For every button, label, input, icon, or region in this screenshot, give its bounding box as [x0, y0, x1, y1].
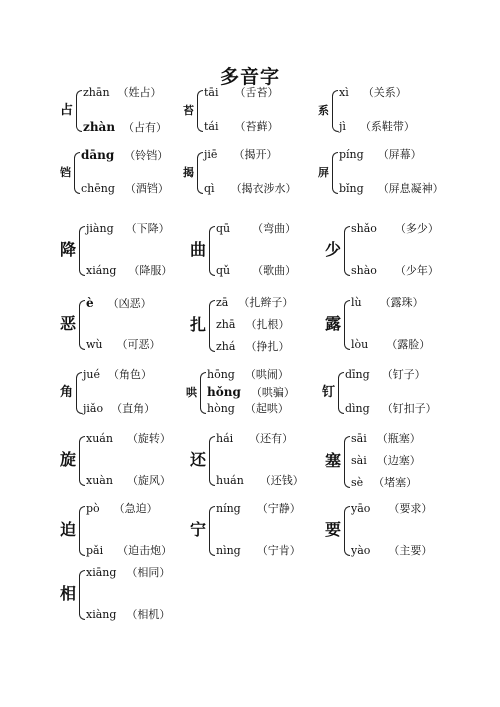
- example-word: （降服）: [128, 264, 173, 277]
- reading-row: [216, 296, 293, 310]
- brace: [344, 300, 350, 350]
- entry-character: 揭: [183, 165, 194, 179]
- reading-row: [83, 368, 152, 382]
- entry-character: 塞: [325, 451, 342, 470]
- example-word: （关系）: [362, 86, 407, 99]
- reading-row: [207, 385, 295, 400]
- pinyin: zhān: [83, 86, 110, 99]
- reading-row: [339, 120, 415, 134]
- pinyin: pǎi: [86, 544, 104, 557]
- example-word: （还有）: [249, 432, 294, 445]
- reading-row: [83, 120, 167, 135]
- example-word: （下降）: [125, 222, 170, 235]
- brace: [332, 90, 338, 132]
- brace: [79, 300, 85, 350]
- example-word: （露脸）: [386, 338, 431, 351]
- pinyin: zhàn: [83, 120, 116, 134]
- entry-character: 屏: [318, 165, 329, 179]
- brace: [200, 372, 206, 414]
- example-word: （要求）: [388, 502, 433, 515]
- brace: [344, 226, 350, 276]
- example-word: （酒铛）: [124, 182, 169, 195]
- brace: [344, 436, 350, 488]
- brace: [338, 372, 344, 414]
- pinyin: hái: [216, 432, 234, 445]
- pinyin: sāi: [351, 432, 367, 445]
- entry-character: 露: [325, 314, 342, 333]
- example-word: （堵塞）: [373, 476, 418, 489]
- pinyin: jiē: [204, 148, 218, 161]
- example-word: （屏息凝神）: [377, 182, 444, 195]
- pinyin: huán: [216, 474, 244, 487]
- reading-row: [81, 148, 168, 163]
- reading-row: [339, 182, 444, 196]
- pinyin: dīng: [345, 368, 370, 381]
- example-word: （弯曲）: [252, 222, 297, 235]
- example-word: （迫击炮）: [117, 544, 173, 557]
- pinyin: wù: [86, 338, 103, 351]
- pinyin: pò: [86, 502, 100, 515]
- example-word: （占有）: [123, 121, 168, 134]
- reading-row: [351, 432, 421, 446]
- example-word: （主要）: [388, 544, 433, 557]
- reading-row: [204, 86, 279, 100]
- pinyin: píng: [339, 148, 364, 161]
- example-word: （歌曲）: [252, 264, 297, 277]
- pinyin: zhá: [216, 340, 236, 353]
- entry-character: 苔: [183, 103, 194, 117]
- reading-row: [86, 502, 158, 516]
- example-word: （直角）: [111, 402, 156, 415]
- reading-row: [86, 608, 170, 622]
- pinyin: lòu: [351, 338, 369, 351]
- reading-row: [86, 338, 161, 352]
- pinyin: dìng: [345, 402, 370, 415]
- pinyin: tāi: [204, 86, 219, 99]
- example-word: （角色）: [108, 368, 153, 381]
- polyphone-entry: [322, 368, 492, 416]
- entry-character: 铛: [60, 165, 71, 179]
- entry-character: 宁: [190, 520, 207, 539]
- example-word: （旋风）: [126, 474, 171, 487]
- reading-row: [345, 402, 437, 416]
- example-word: （揭衣涉水）: [230, 182, 297, 195]
- example-word: （宁肯）: [256, 544, 301, 557]
- reading-row: [216, 340, 289, 354]
- reading-row: [86, 474, 171, 488]
- pinyin: hǒng: [207, 385, 241, 399]
- polyphone-entry: [60, 566, 230, 622]
- pinyin: shǎo: [351, 222, 377, 235]
- example-word: （相同）: [126, 566, 171, 579]
- polyphone-entry: [325, 432, 495, 490]
- brace: [79, 226, 85, 276]
- example-word: （扎辫子）: [238, 296, 294, 309]
- brace: [76, 90, 82, 132]
- example-word: （急迫）: [113, 502, 158, 515]
- reading-row: [216, 502, 301, 516]
- reading-row: [216, 264, 296, 278]
- polyphone-entry: [318, 86, 488, 134]
- reading-row: [81, 182, 169, 196]
- brace: [209, 506, 215, 556]
- pinyin: hòng: [207, 402, 235, 415]
- polyphone-entry: [325, 502, 495, 558]
- example-word: （舌苔）: [234, 86, 279, 99]
- example-word: （铃铛）: [124, 149, 169, 162]
- example-word: （姓占）: [117, 86, 162, 99]
- reading-row: [351, 502, 432, 516]
- example-word: （屏幕）: [377, 148, 422, 161]
- example-word: （钉扣子）: [381, 402, 437, 415]
- entry-character: 占: [60, 102, 74, 118]
- pinyin: jiàng: [86, 222, 114, 235]
- pinyin: xuàn: [86, 474, 113, 487]
- entry-character: 曲: [190, 240, 207, 259]
- reading-row: [351, 476, 417, 490]
- brace: [197, 90, 203, 132]
- page-title: 多音字: [219, 66, 280, 88]
- reading-row: [86, 432, 171, 446]
- pinyin: xuán: [86, 432, 113, 445]
- example-word: （相机）: [126, 608, 171, 621]
- entry-character: 还: [190, 450, 207, 469]
- reading-row: [351, 454, 421, 468]
- reading-row: [207, 402, 289, 416]
- reading-row: [83, 86, 162, 100]
- reading-row: [207, 368, 289, 382]
- entry-character: 要: [325, 520, 342, 539]
- example-word: （哄骗）: [250, 386, 295, 399]
- example-word: （起哄）: [244, 402, 289, 415]
- reading-row: [86, 222, 170, 236]
- example-word: （苔藓）: [234, 120, 279, 133]
- brace: [209, 226, 215, 276]
- reading-row: [216, 222, 296, 236]
- brace: [76, 372, 82, 414]
- reading-row: [351, 296, 424, 310]
- example-word: （可恶）: [116, 338, 161, 351]
- pinyin: qǔ: [216, 264, 231, 277]
- example-word: （露珠）: [379, 296, 424, 309]
- entry-character: 少: [325, 240, 342, 259]
- entry-character: 钉: [322, 384, 336, 400]
- reading-row: [216, 474, 304, 488]
- pinyin: sài: [351, 454, 367, 467]
- reading-row: [351, 338, 430, 352]
- reading-row: [216, 318, 289, 332]
- example-word: （凶恶）: [107, 297, 152, 310]
- example-word: （哄闹）: [244, 368, 289, 381]
- reading-row: [204, 182, 297, 196]
- brace: [79, 506, 85, 556]
- pinyin: xì: [339, 86, 349, 99]
- reading-row: [86, 264, 172, 278]
- example-word: （钉子）: [381, 368, 426, 381]
- entry-character: 哄: [186, 385, 197, 399]
- pinyin: xiáng: [86, 264, 117, 277]
- entry-character: 迫: [60, 520, 77, 539]
- brace: [209, 436, 215, 486]
- example-word: （少年）: [394, 264, 439, 277]
- reading-row: [86, 544, 172, 558]
- pinyin: yào: [351, 544, 371, 557]
- brace: [79, 436, 85, 486]
- polyphone-entry: [325, 296, 495, 352]
- example-word: （瓶塞）: [376, 432, 421, 445]
- pinyin: níng: [216, 502, 241, 515]
- example-word: （边塞）: [376, 454, 421, 467]
- brace: [197, 152, 203, 194]
- reading-row: [204, 120, 279, 134]
- pinyin: jì: [339, 120, 346, 133]
- brace: [74, 152, 80, 194]
- pinyin: hōng: [207, 368, 235, 381]
- pinyin: zā: [216, 296, 229, 309]
- pinyin: jué: [83, 368, 101, 381]
- pinyin: chēng: [81, 182, 115, 195]
- pinyin: bǐng: [339, 182, 364, 195]
- pinyin: jiǎo: [83, 402, 104, 415]
- example-word: （还钱）: [259, 474, 304, 487]
- example-word: （多少）: [394, 222, 439, 235]
- example-word: （扎根）: [245, 318, 290, 331]
- reading-row: [339, 148, 422, 162]
- entry-character: 角: [60, 384, 74, 400]
- pinyin: shào: [351, 264, 377, 277]
- reading-row: [351, 544, 432, 558]
- example-word: （宁静）: [256, 502, 301, 515]
- entry-character: 系: [318, 103, 329, 117]
- reading-row: [86, 296, 152, 311]
- pinyin: yāo: [351, 502, 371, 515]
- brace: [332, 152, 338, 194]
- reading-row: [351, 264, 439, 278]
- reading-row: [216, 544, 301, 558]
- pinyin: è: [86, 296, 94, 310]
- pinyin: qì: [204, 182, 215, 195]
- reading-row: [216, 432, 293, 446]
- brace: [79, 570, 85, 620]
- example-word: （旋转）: [126, 432, 171, 445]
- pinyin: dāng: [81, 148, 115, 162]
- brace: [209, 300, 215, 352]
- pinyin: tái: [204, 120, 219, 133]
- reading-row: [83, 402, 155, 416]
- pinyin: sè: [351, 476, 364, 489]
- reading-row: [351, 222, 439, 236]
- reading-row: [345, 368, 426, 382]
- entry-character: 降: [60, 240, 77, 259]
- example-word: （揭开）: [233, 148, 278, 161]
- reading-row: [86, 566, 170, 580]
- entry-character: 旋: [60, 450, 77, 469]
- polyphone-entry: [318, 148, 488, 196]
- example-word: （系鞋带）: [359, 120, 415, 133]
- polyphone-entry: [325, 222, 495, 278]
- example-word: （挣扎）: [245, 340, 290, 353]
- pinyin: nìng: [216, 544, 241, 557]
- entry-character: 扎: [190, 315, 207, 334]
- entry-character: 恶: [60, 314, 77, 333]
- pinyin: xiāng: [86, 566, 117, 579]
- reading-row: [339, 86, 407, 100]
- brace: [344, 506, 350, 556]
- pinyin: zhā: [216, 318, 236, 331]
- pinyin: xiàng: [86, 608, 117, 621]
- pinyin: qū: [216, 222, 231, 235]
- reading-row: [204, 148, 277, 162]
- pinyin: lù: [351, 296, 362, 309]
- entry-character: 相: [60, 584, 77, 603]
